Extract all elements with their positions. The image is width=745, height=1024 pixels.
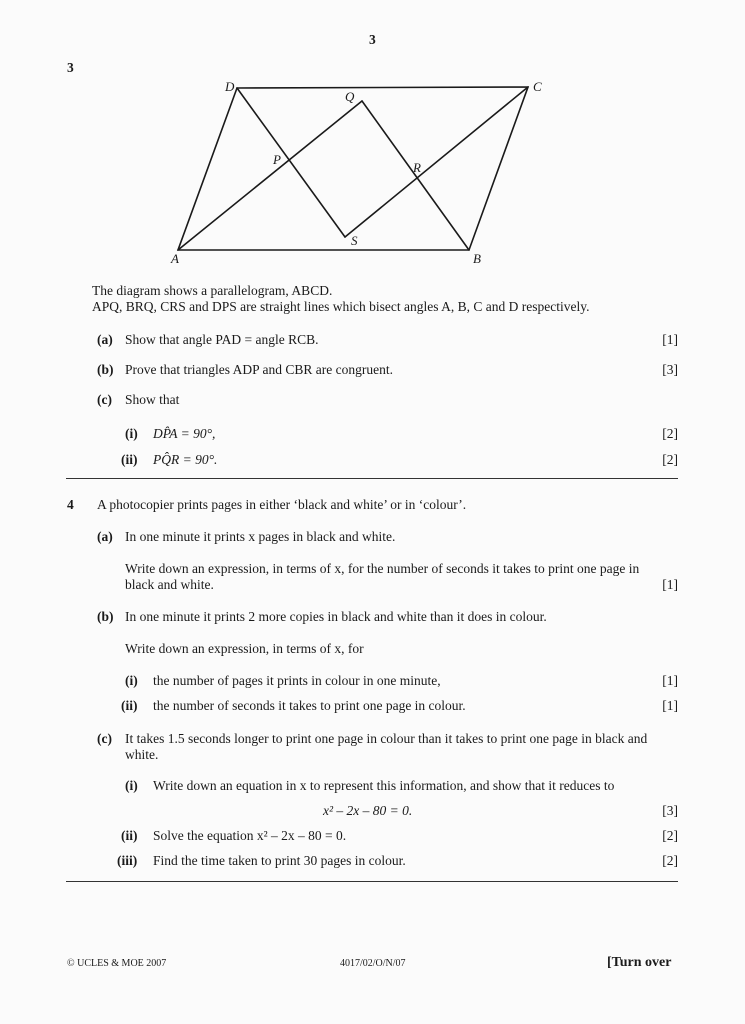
label-d: D <box>225 79 235 94</box>
question-4-number: 4 <box>67 497 74 512</box>
q4ci-text: Write down an equation in x to represent this information, and show that it reduces to <box>153 778 615 793</box>
q4a-text2-line2: black and white. <box>125 577 214 592</box>
q3a-text: Show that angle PAD = angle RCB. <box>125 332 319 347</box>
q3ci-label: (i) <box>125 426 138 441</box>
q3c-text: Show that <box>125 392 180 407</box>
q4b-label: (b) <box>97 609 114 624</box>
q3b-text: Prove that triangles ADP and CBR are congruent. <box>125 362 393 377</box>
q4bii-marks: [1] <box>662 698 678 713</box>
line-dps <box>237 88 345 237</box>
q3-intro-2: APQ, BRQ, CRS and DPS are straight lines which bisect angles A, B, C and D respectively. <box>92 299 590 314</box>
q4c-label: (c) <box>97 731 112 746</box>
q3ci-text: DP̂A = 90°, <box>153 426 216 441</box>
footer-copyright: © UCLES & MOE 2007 <box>67 958 167 969</box>
label-p: P <box>273 152 281 167</box>
q4cii-label: (ii) <box>121 828 138 843</box>
q4bi-text: the number of pages it prints in colour in one minute, <box>153 673 441 688</box>
label-r: R <box>413 160 421 175</box>
parallelogram-diagram <box>0 0 745 270</box>
parallelogram-abcd <box>178 87 528 250</box>
question-3-number: 3 <box>67 60 74 75</box>
line-brq <box>362 101 469 250</box>
q4ciii-marks: [2] <box>662 853 678 868</box>
q3ci-marks: [2] <box>662 426 678 441</box>
q4a-text: In one minute it prints x pages in black and white. <box>125 529 396 544</box>
footer-code: 4017/02/O/N/07 <box>340 958 406 969</box>
q4ci-equation: x² – 2x – 80 = 0. <box>323 803 413 818</box>
page-number: 3 <box>369 32 376 47</box>
footer-turn-over: [Turn over <box>607 955 672 970</box>
q4bi-label: (i) <box>125 673 138 688</box>
q4ciii-label: (iii) <box>117 853 138 868</box>
q3cii-text: PQ̂R = 90°. <box>153 452 218 467</box>
q3cii-marks: [2] <box>662 452 678 467</box>
q4cii-text: Solve the equation x² – 2x – 80 = 0. <box>153 828 347 843</box>
q4c-text-line1: It takes 1.5 seconds longer to print one page in colour than it takes to print one page in black and <box>125 731 648 746</box>
q4-intro: A photocopier prints pages in either ‘black and white’ or in ‘colour’. <box>97 497 467 512</box>
q4a-text2-line1: Write down an expression, in terms of x, for the number of seconds it takes to print one page in <box>125 561 640 576</box>
q3a-marks: [1] <box>662 332 678 347</box>
q4bii-text: the number of seconds it takes to print one page in colour. <box>153 698 466 713</box>
q3a-label: (a) <box>97 332 113 347</box>
divider-rule <box>66 478 678 479</box>
q4ci-label: (i) <box>125 778 138 793</box>
q4ci-marks: [3] <box>662 803 678 818</box>
label-s: S <box>351 233 358 248</box>
q4b-text2: Write down an expression, in terms of x, for <box>125 641 364 656</box>
q4c-text-line2: white. <box>125 747 159 762</box>
label-b: B <box>473 251 481 266</box>
q3b-marks: [3] <box>662 362 678 377</box>
q3cii-label: (ii) <box>121 452 138 467</box>
q4b-text: In one minute it prints 2 more copies in black and white than it does in colour. <box>125 609 547 624</box>
q4bi-marks: [1] <box>662 673 678 688</box>
bottom-rule <box>66 881 678 882</box>
label-q: Q <box>345 89 355 104</box>
q3c-label: (c) <box>97 392 112 407</box>
q4cii-marks: [2] <box>662 828 678 843</box>
label-a: A <box>171 251 179 266</box>
q4a-label: (a) <box>97 529 113 544</box>
q4bii-label: (ii) <box>121 698 138 713</box>
q3b-label: (b) <box>97 362 114 377</box>
q4ciii-text: Find the time taken to print 30 pages in colour. <box>153 853 406 868</box>
q4a-marks: [1] <box>662 577 678 592</box>
q3-intro-1: The diagram shows a parallelogram, ABCD. <box>92 283 333 298</box>
label-c: C <box>533 79 542 94</box>
